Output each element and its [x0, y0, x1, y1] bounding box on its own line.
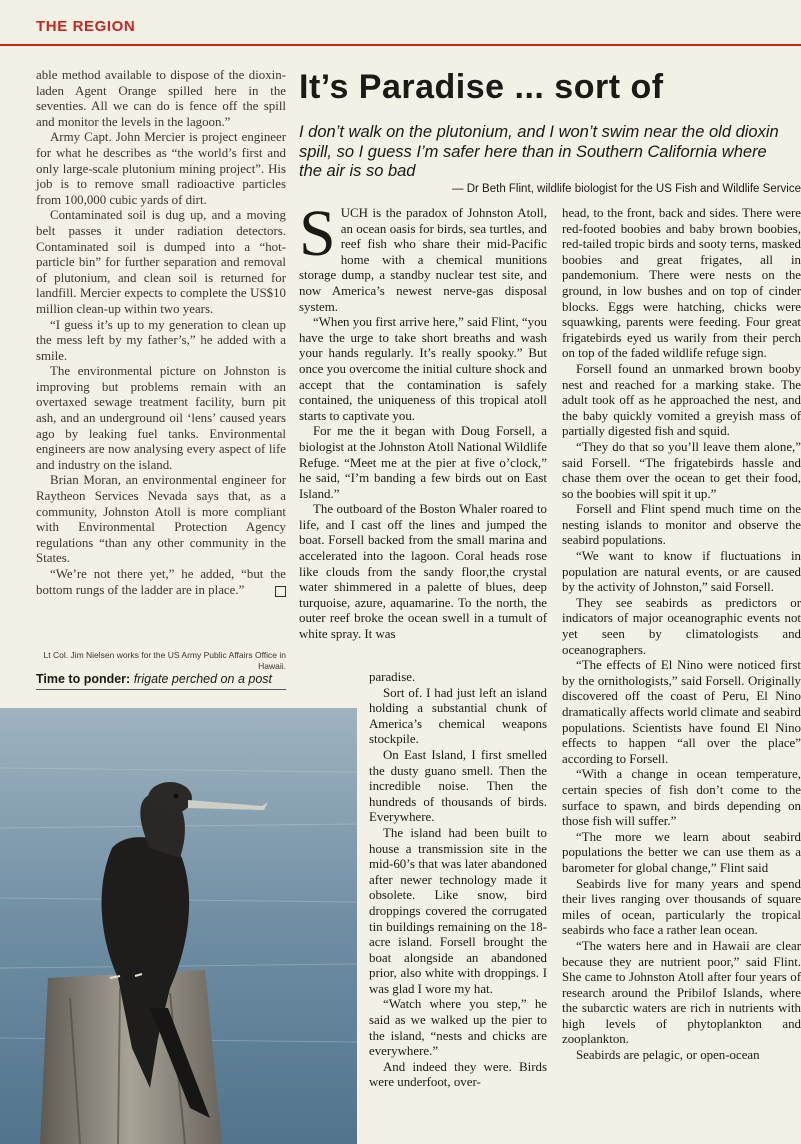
left-column — [36, 68, 286, 598]
author-credit: Lt Col. Jim Nielsen works for the US Army Public Affairs Office in Hawaii. — [43, 650, 286, 671]
quote-attribution: — Dr Beth Flint, wildlife biologist for the US Fish and Wildlife Service — [452, 183, 801, 195]
paragraph-text: “We’re not there yet,” he added, “but the bottom rungs of the ladder are in place.” — [36, 567, 286, 597]
paragraph: And indeed they were. Birds were underfoot, over- — [369, 1059, 547, 1090]
paragraph: “When you first arrive here,” said Flint, “you have the urge to take short breaths and wash your hands regularly. It’s really spooky.” But once you overcome the initial culture shock and accept that the contamination is safely contained, the uniqueness of this tropical atoll starts to captivate you. — [299, 315, 547, 423]
photo-caption — [36, 672, 286, 690]
paragraph: Forsell found an unmarked brown booby nest and reached for a marking stake. The adult took off as he approached the nest, and the baby quickly vomited a greyish mass of partially digested fish and squid. — [562, 361, 801, 439]
caption-lead: Time to ponder: — [36, 672, 131, 686]
section-label: THE REGION — [36, 18, 136, 35]
right-column — [562, 206, 801, 1064]
paragraph: The environmental picture on Johnston is improving but problems remain with an overtaxed sewage treatment facility, burn pit ash, and an underground oil ‘lens’ caused years ago by leaking fuel tanks. Environmental engineers are now analysing every aspect of life and industry on the island. — [36, 364, 286, 472]
drop-cap: S — [299, 197, 336, 270]
paragraph: “I guess it’s up to my generation to clean up the mess left by my father’s,” he added with a smile. — [36, 317, 286, 363]
lead-paragraph — [299, 197, 547, 315]
paragraph: “With a change in ocean temperature, certain species of fish don’t come to the surface to spawn, and birds depending on those fish will suffer.” — [562, 767, 801, 829]
paragraph: Contaminated soil is dug up, and a moving belt passes it under radiation detectors. Contaminated soil is dumped into a “hot-particle bin” for further separation and removal of plutonium, and clean soil is returned for landfill. Mercier expects to complete the US$10 million clean-up within two years. — [36, 208, 286, 316]
frigatebird-image — [0, 708, 357, 1144]
paragraph: The island had been built to house a transmission site in the mid-60’s that was later abandoned after newer technology made it obsolete. Like snow, bird droppings covered the corrugated tin buildings remaining on the 18-acre island. Forsell brought the boat alongside an abandoned prior, also white with droppings. I was glad I wore my hat. — [369, 825, 547, 996]
paragraph: “The effects of El Nino were noticed first by the ornithologists,” said Forsell. Originally discovered off the coast of Peru, El Nino dramatically affects world climate and seabird populations. Scientists have found El Nino effects to happen “all over the place” according to Forsell. — [562, 658, 801, 766]
paragraph: Sort of. I had just left an island holding a substantial chunk of America’s chemical weapons stockpile. — [369, 685, 547, 747]
paragraph: Seabirds are pelagic, or open-ocean — [576, 1048, 760, 1063]
middle-column — [299, 197, 547, 643]
caption-text: frigate perched on a post — [133, 672, 272, 686]
paragraph: Forsell and Flint spend much time on the nesting islands to monitor and observe the seabird populations. — [562, 502, 801, 548]
paragraph: “The more we learn about seabird populations the better we can use them as a barometer for global change,” Flint said — [562, 829, 801, 875]
paragraph: “Watch where you step,” he said as we walked up the pier to the island, “nests and chicks are everywhere.” — [369, 997, 547, 1059]
paragraph: able method available to dispose of the dioxin-laden Agent Orange spilled here in the seventies. All we can do is fence off the spill and monitor the levels in the lagoon.” — [36, 68, 286, 129]
paragraph: The outboard of the Boston Whaler roared to life, and I cast off the lines and jumped the boat. Forsell backed from the small marina and accelerated into the lagoon. Coral heads rose like clouds from the sandy floor,the crystal water shimmered in a palette of blues, deep turquoise, azure, aquamarine. To the north, the outer reef broke the ocean swell in a tumult of white spray. It was — [299, 502, 547, 642]
frigatebird-photo — [0, 708, 357, 1144]
paragraph: On East Island, I first smelled the dusty guano smell. Then the incredible noise. Then the hundreds of thousands of birds. Everywhere. — [369, 747, 547, 825]
headline: It’s Paradise ... sort of — [299, 68, 664, 106]
end-mark-icon — [275, 586, 286, 597]
paragraph: “We want to know if fluctuations in population are natural events, or are caused by the activity of Johnston,” said Forsell. — [562, 549, 801, 595]
paragraph: “They do that so you’ll leave them alone,” said Forsell. “The frigatebirds hassle and chase them over the ocean to get their food, so the boobies will spit it up.” — [562, 439, 801, 501]
paragraph: Seabirds live for many years and spend their lives ranging over thousands of square miles of ocean, particularly the tropical seabirds who face a rather lean ocean. — [562, 876, 801, 938]
paragraph: head, to the front, back and sides. There were red-footed boobies and baby brown boobies, red-tailed tropic birds and sooty terns, masked boobies and great frigates, all in pandemonium. There were nests on the ground, in low bushes and on top of cinder blocks. Eggs were hatching, chicks were squawking, parents were feeding. Four great frigatebirds eyed us warily from their perch on top of the faded wildlife refuge sign. — [562, 206, 801, 361]
paragraph: Army Capt. John Mercier is project engineer for what he describes as “the world’s first and only large-scale plutonium mining project”. His job is to remove small radioactive particles from 100,000 cubic yards of dirt. — [36, 130, 286, 207]
lead-text: UCH is the paradox of Johnston Atoll, an ocean oasis for birds, sea turtles, and reef fish who share their mid-Pacific home with a chemical munitions storage dump, a standby nuclear test site, and now America’s newest nerve-gas disposal system. — [299, 206, 547, 314]
middle-column-lower — [369, 670, 547, 1091]
standfirst-quote: I don’t walk on the plutonium, and I won’t swim near the old dioxin spill, so I guess I’m safer here than in Southern California where the air is so bad — [299, 123, 779, 180]
paragraph: They see seabirds as predictors or indicators of major oceanographic events not yet seen by climatologists and oceanographers. — [562, 595, 801, 657]
paragraph-final — [36, 567, 286, 598]
paragraph: Brian Moran, an environmental engineer for Raytheon Services Nevada says that, as a community, Johnston Atoll is more compliant with Environmental Protection Agency regulations “than any other community in the States. — [36, 473, 286, 566]
paragraph: paradise. — [369, 670, 416, 684]
paragraph: For me the it began with Doug Forsell, a biologist at the Johnston Atoll National Wildlife Refuge. “Meet me at the pier at five o’clock,” he said, “I’m banding a few birds out on East Island.” — [299, 424, 547, 501]
paragraph: “The waters here and in Hawaii are clear because they are nutrient poor,” said Flint. She came to Johnston Atoll after four years of research around the Pribilof Islands, where the subarctic waters are rich in nutrients with high levels of phytoplankton and zooplankton. — [562, 938, 801, 1047]
